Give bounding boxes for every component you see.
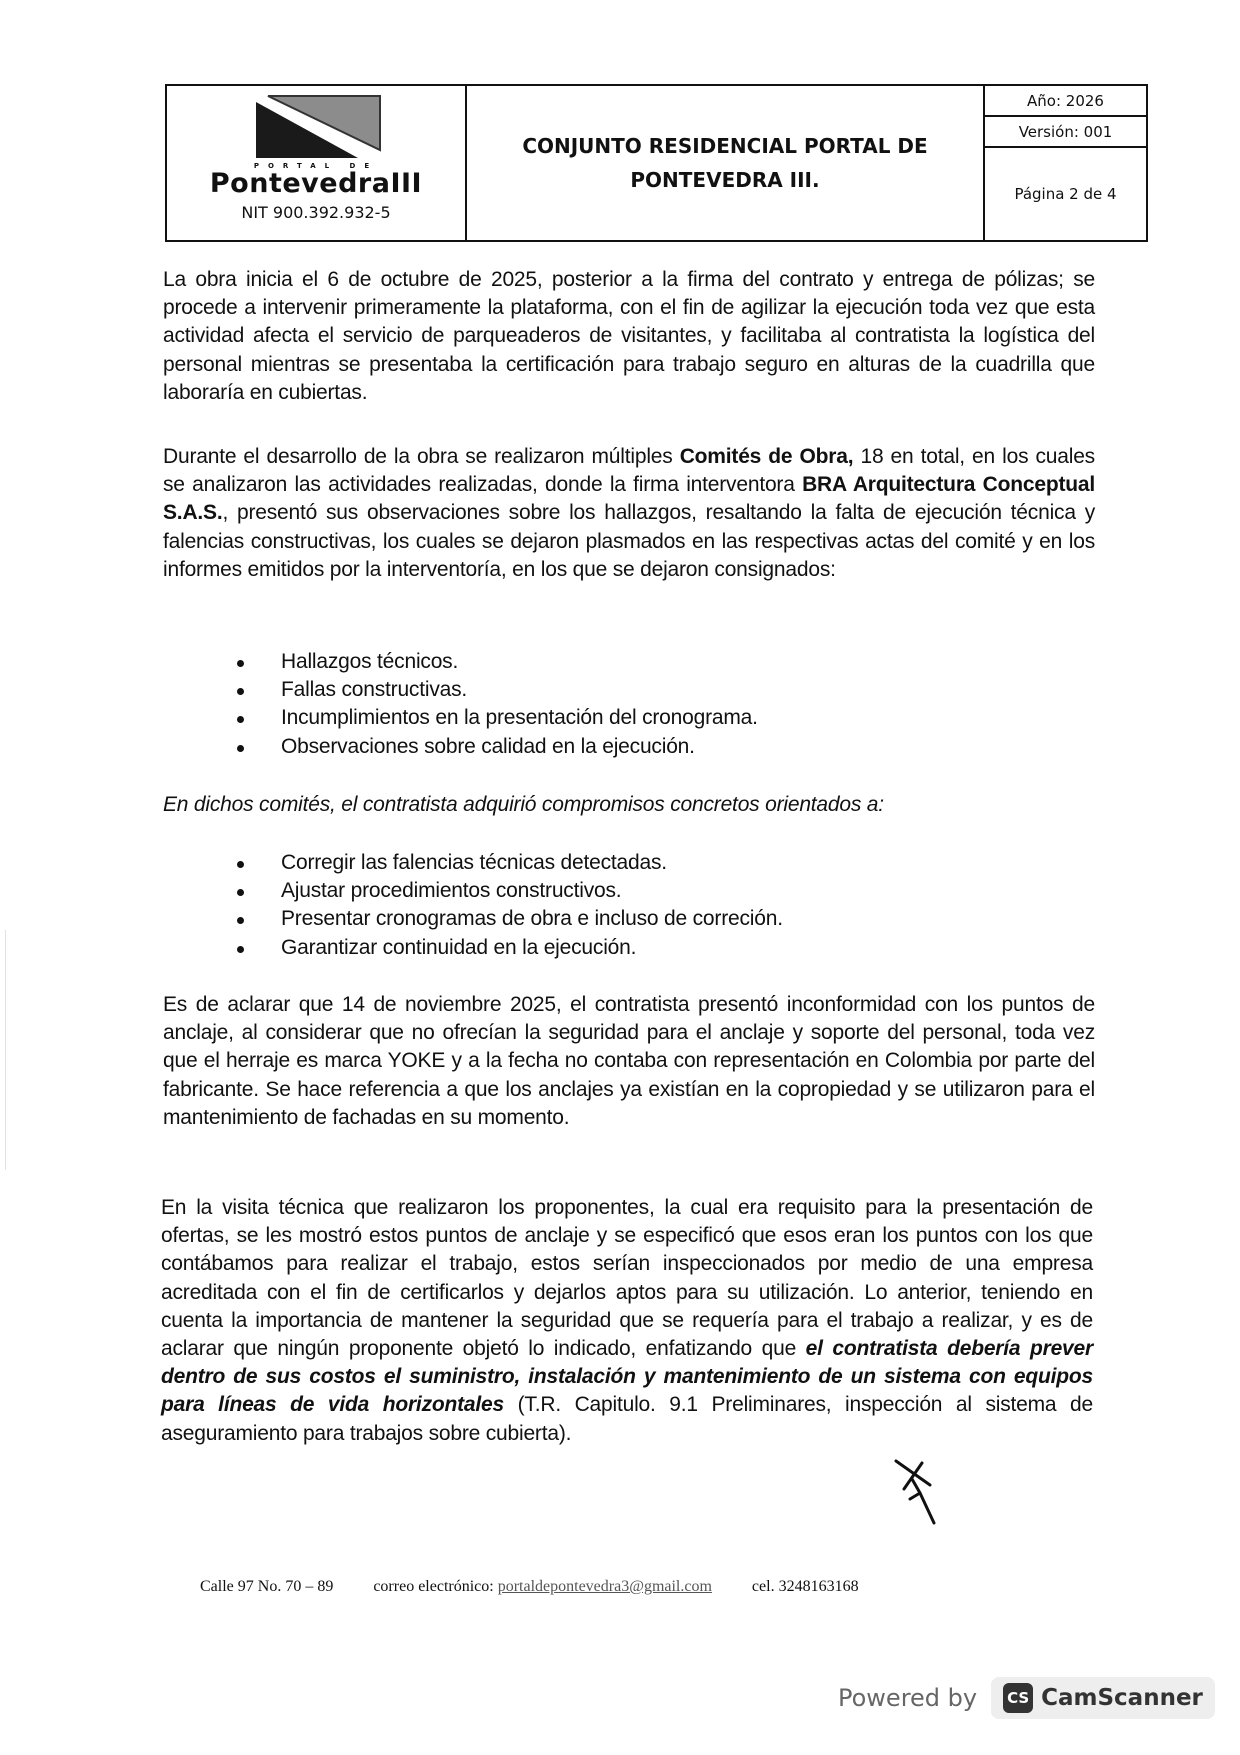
bullet-icon <box>237 917 244 924</box>
text-run: Durante el desarrollo de la obra se realizaron múltiples <box>163 445 680 468</box>
paragraph-1 <box>163 266 1095 407</box>
paragraph-4 <box>163 991 1095 1132</box>
version-field: Versión: 001 <box>985 117 1146 148</box>
title-line-1: CONJUNTO RESIDENCIAL PORTAL DE <box>522 134 928 158</box>
list-item <box>163 648 1095 676</box>
bold-committee-term: Comités de Obra, <box>679 445 854 468</box>
list-item-text: Corregir las falencias técnicas detectadas. <box>281 851 667 874</box>
paragraph-2-text <box>163 443 1095 584</box>
text-run: , presentó sus observaciones sobre los hallazgos, resaltando la falta de ejecución técnica y falencias constructivas, los cuales se dejaron plasmados en las respectivas actas del comité y en los informes emitidos por la interventoría, en los que se dejaron consignados: <box>163 501 1095 581</box>
footer-email-link[interactable]: portaldepontevedra3@gmail.com <box>497 1578 712 1595</box>
footer-email-label: correo electrónico: <box>373 1578 498 1595</box>
paragraph-2 <box>163 443 1095 584</box>
bullet-icon <box>237 745 244 752</box>
logo-cell <box>167 86 467 240</box>
list-item <box>163 934 1095 962</box>
document-footer <box>200 1578 1100 1596</box>
camscanner-badge <box>991 1677 1215 1719</box>
bullet-icon <box>237 946 244 953</box>
bullet-icon <box>237 688 244 695</box>
footer-email-group <box>373 1578 712 1596</box>
bullet-icon <box>237 861 244 868</box>
document-header <box>165 84 1148 242</box>
bold-firm-name: BRA Arquitectura Conceptual S.A.S. <box>163 473 1095 525</box>
footer-phone: cel. 3248163168 <box>751 1578 859 1595</box>
bold-italic-emphasis: el contratista debería prever dentro de sus costos el suministro, instalación y mantenimiento de un sistema con equipos para líneas de vida horizontales <box>161 1337 1093 1417</box>
powered-by-label: Powered by <box>838 1684 978 1712</box>
paragraph-5 <box>161 1194 1093 1448</box>
list-item-text: Fallas constructivas. <box>281 678 468 702</box>
list-item-text: Presentar cronogramas de obra e incluso de correción. <box>281 907 783 931</box>
bullet-icon <box>237 660 244 667</box>
logo-icon <box>246 94 386 160</box>
text-run: (T.R. Capitulo. 9.1 Preliminares, inspección al sistema de aseguramiento para trabajos sobre cubierta). <box>161 1393 1093 1445</box>
list-item <box>163 676 1095 704</box>
commitments-list <box>163 849 1095 962</box>
list-item-text: Ajustar procedimientos constructivos. <box>281 879 622 903</box>
logo-name: PontevedraIII <box>209 168 423 199</box>
scan-edge-artifact <box>5 930 6 1170</box>
text-run: En la visita técnica que realizaron los proponentes, la cual era requisito para la presentación de ofertas, se les mostró estos puntos de anclaje y se especificó que esos eran los puntos con los que contábamos para realizar el trabajo, estos serían inspeccionados por medio de una empresa acreditada con el fin de certificarlos y dejarlos aptos para su utilización. Lo anterior, teniendo en cuenta la importancia de mantener la seguridad que se requería para el trabajo a realizar, y es de aclarar que ningún proponente objetó lo indicado, enfatizando que <box>161 1196 1093 1361</box>
nit-number: NIT 900.392.932-5 <box>241 203 391 222</box>
list-item <box>163 849 1095 877</box>
text-run: 18 en total, en los cuales se analizaron las actividades realizadas, donde la firma interventora <box>163 445 1095 497</box>
logo-subtitle: PORTAL DE <box>253 162 379 170</box>
paragraph-3 <box>163 791 1095 819</box>
paragraph-3-text: En dichos comités, el contratista adquirió compromisos concretos orientados a: <box>163 793 884 816</box>
document-title <box>467 86 985 240</box>
list-item <box>163 733 1095 761</box>
list-item-text: Hallazgos técnicos. <box>281 650 459 673</box>
paragraph-1-text: La obra inicia el 6 de octubre de 2025, posterior a la firma del contrato y entrega de pólizas; se procede a intervenir primeramente la plataforma, con el fin de agilizar la ejecución toda vez que esta actividad afecta el servicio de parqueaderos de visitantes, y facilitaba al contratista la logística del personal mientras se presentaba la certificación para trabajo seguro en alturas de la cuadrilla que laboraría en cubiertas. <box>163 268 1095 404</box>
list-item-text: Observaciones sobre calidad en la ejecución. <box>281 734 695 758</box>
year-field: Año: 2026 <box>985 86 1146 117</box>
camscanner-watermark <box>838 1677 1215 1719</box>
bullet-icon <box>237 716 244 723</box>
list-item <box>163 877 1095 905</box>
signature-icon <box>890 1455 950 1527</box>
bullet-icon <box>237 889 244 896</box>
camscanner-icon: CS <box>1003 1683 1033 1713</box>
list-item <box>163 905 1095 933</box>
paragraph-5-text <box>161 1194 1093 1448</box>
list-item <box>163 704 1095 732</box>
title-line-2: PONTEVEDRA III. <box>630 168 820 192</box>
paragraph-4-text: Es de aclarar que 14 de noviembre 2025, el contratista presentó inconformidad con los puntos de anclaje, al considerar que no ofrecían la seguridad para el anclaje y soporte del personal, toda vez que el herraje es marca YOKE y a la fecha no contaba con representación en Colombia por parte del fabricante. Se hace referencia a que los anclajes ya existían en la copropiedad y se utilizaron para el mantenimiento de fachadas en su momento. <box>163 993 1095 1129</box>
meta-cell <box>985 86 1146 240</box>
page-number: Página 2 de 4 <box>1014 185 1117 203</box>
list-item-text: Garantizar continuidad en la ejecución. <box>281 935 637 959</box>
list-item-text: Incumplimientos en la presentación del cronograma. <box>281 706 758 730</box>
camscanner-brand: CamScanner <box>1041 1685 1203 1711</box>
findings-list <box>163 648 1095 761</box>
footer-address: Calle 97 No. 70 – 89 <box>200 1578 334 1595</box>
